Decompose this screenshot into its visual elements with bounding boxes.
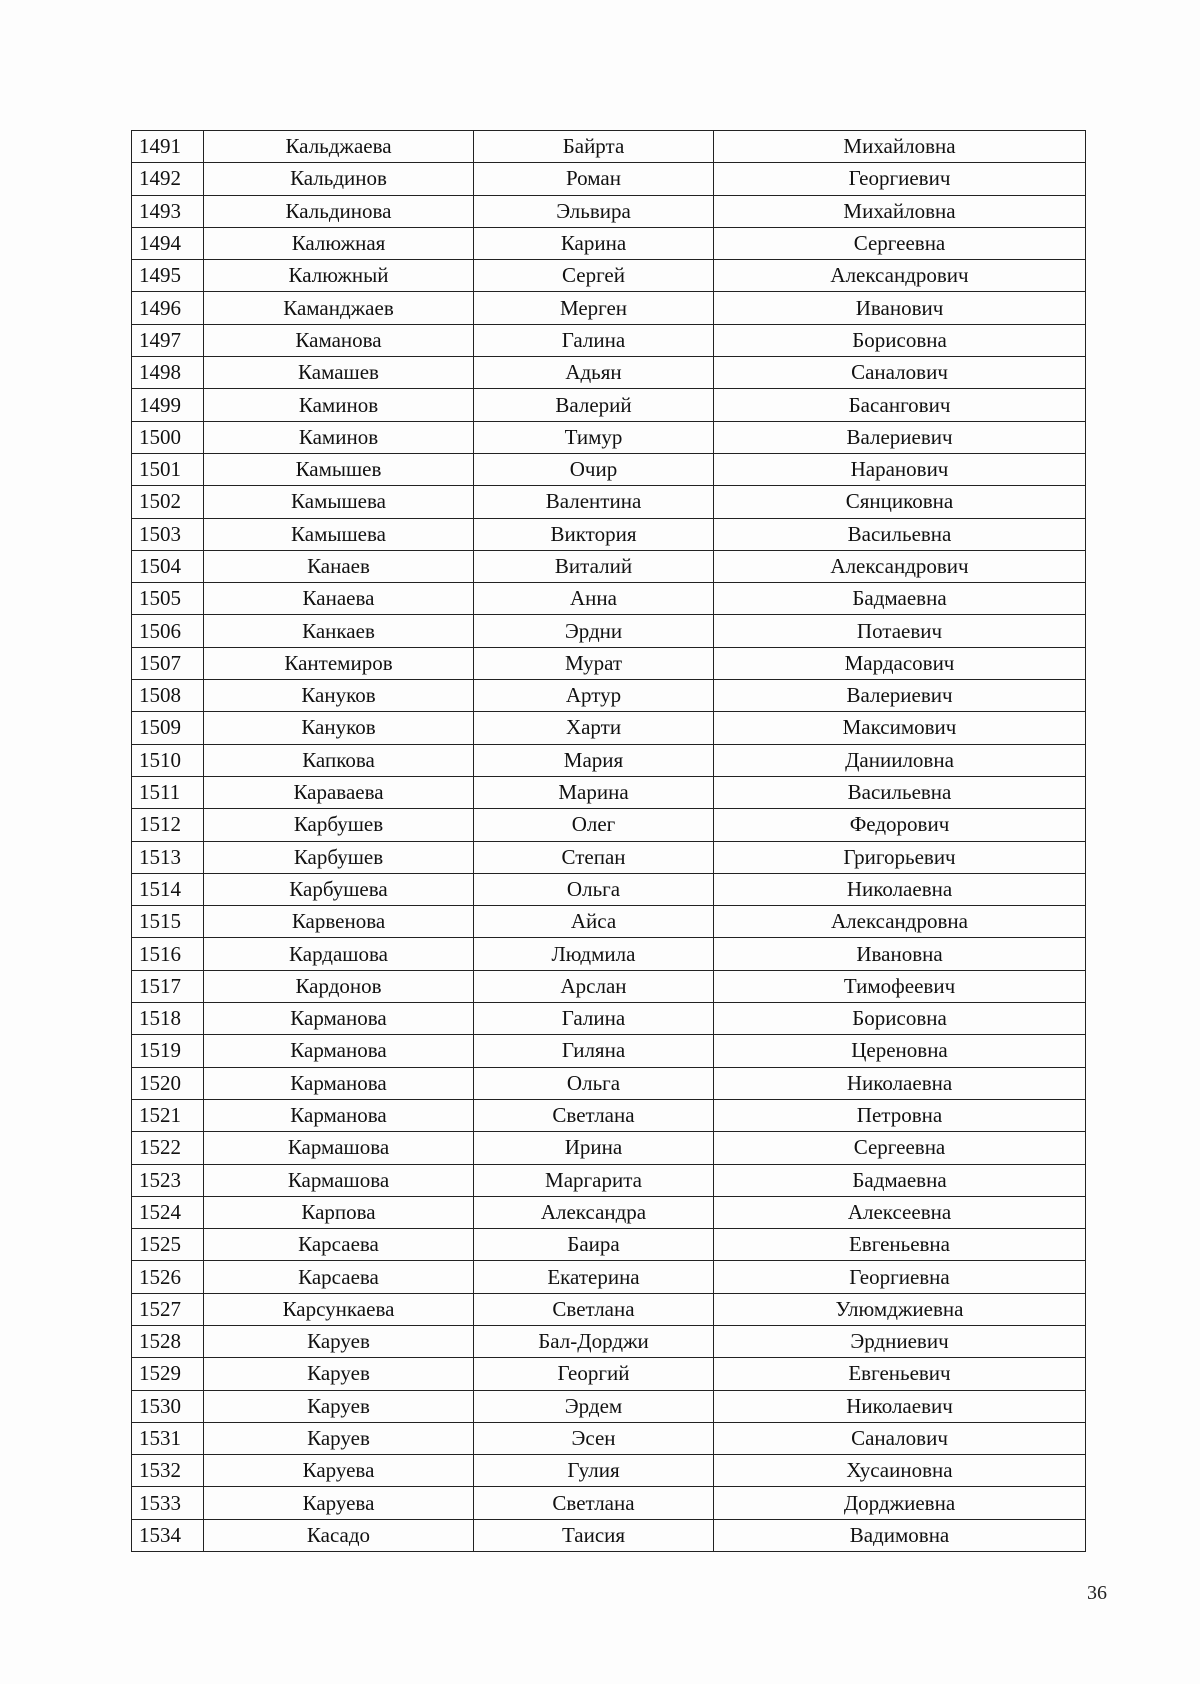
last-name-cell: Кальджаева [204, 131, 474, 163]
table-row [132, 1099, 1086, 1131]
first-name-cell: Эсен [474, 1422, 714, 1454]
first-name-cell: Эрдни [474, 615, 714, 647]
row-number-cell: 1491 [132, 131, 204, 163]
row-number-cell: 1515 [132, 906, 204, 938]
row-number-cell: 1525 [132, 1229, 204, 1261]
first-name-cell: Светлана [474, 1293, 714, 1325]
table-row [132, 260, 1086, 292]
last-name-cell: Камышев [204, 453, 474, 485]
last-name-cell: Кануков [204, 712, 474, 744]
patronymic-cell: Борисовна [714, 324, 1086, 356]
row-number-cell: 1509 [132, 712, 204, 744]
patronymic-cell: Тимофеевич [714, 970, 1086, 1002]
patronymic-cell: Георгиевна [714, 1261, 1086, 1293]
patronymic-cell: Николаевна [714, 1067, 1086, 1099]
last-name-cell: Камышева [204, 486, 474, 518]
last-name-cell: Карбушев [204, 809, 474, 841]
first-name-cell: Мария [474, 744, 714, 776]
first-name-cell: Виталий [474, 550, 714, 582]
row-number-cell: 1496 [132, 292, 204, 324]
row-number-cell: 1508 [132, 680, 204, 712]
first-name-cell: Георгий [474, 1358, 714, 1390]
patronymic-cell: Евгеньевич [714, 1358, 1086, 1390]
last-name-cell: Калюжная [204, 227, 474, 259]
patronymic-cell: Валериевич [714, 421, 1086, 453]
last-name-cell: Кантемиров [204, 647, 474, 679]
table-row [132, 1325, 1086, 1357]
table-row [132, 680, 1086, 712]
table-row [132, 583, 1086, 615]
first-name-cell: Людмила [474, 938, 714, 970]
last-name-cell: Каруев [204, 1422, 474, 1454]
last-name-cell: Касадо [204, 1519, 474, 1551]
first-name-cell: Виктория [474, 518, 714, 550]
patronymic-cell: Евгеньевна [714, 1229, 1086, 1261]
patronymic-cell: Эрдниевич [714, 1325, 1086, 1357]
table-row [132, 1035, 1086, 1067]
table-row [132, 1067, 1086, 1099]
first-name-cell: Роман [474, 163, 714, 195]
table-row [132, 1003, 1086, 1035]
patronymic-cell: Ивановна [714, 938, 1086, 970]
table-row [132, 647, 1086, 679]
row-number-cell: 1495 [132, 260, 204, 292]
table-row [132, 873, 1086, 905]
patronymic-cell: Сергеевна [714, 227, 1086, 259]
row-number-cell: 1526 [132, 1261, 204, 1293]
patronymic-cell: Саналович [714, 357, 1086, 389]
last-name-cell: Карпова [204, 1196, 474, 1228]
patronymic-cell: Михайловна [714, 195, 1086, 227]
patronymic-cell: Максимович [714, 712, 1086, 744]
row-number-cell: 1499 [132, 389, 204, 421]
patronymic-cell: Александровна [714, 906, 1086, 938]
row-number-cell: 1498 [132, 357, 204, 389]
row-number-cell: 1501 [132, 453, 204, 485]
patronymic-cell: Наранович [714, 453, 1086, 485]
patronymic-cell: Басангович [714, 389, 1086, 421]
row-number-cell: 1522 [132, 1132, 204, 1164]
row-number-cell: 1533 [132, 1487, 204, 1519]
last-name-cell: Каруева [204, 1487, 474, 1519]
patronymic-cell: Хусаиновна [714, 1455, 1086, 1487]
last-name-cell: Камышева [204, 518, 474, 550]
first-name-cell: Эрдем [474, 1390, 714, 1422]
first-name-cell: Тимур [474, 421, 714, 453]
row-number-cell: 1518 [132, 1003, 204, 1035]
first-name-cell: Артур [474, 680, 714, 712]
first-name-cell: Валерий [474, 389, 714, 421]
table-row [132, 227, 1086, 259]
patronymic-cell: Валериевич [714, 680, 1086, 712]
row-number-cell: 1529 [132, 1358, 204, 1390]
row-number-cell: 1492 [132, 163, 204, 195]
patronymic-cell: Николаевич [714, 1390, 1086, 1422]
patronymic-cell: Васильевна [714, 776, 1086, 808]
last-name-cell: Карбушева [204, 873, 474, 905]
names-table-body [132, 131, 1086, 1552]
last-name-cell: Кармашова [204, 1132, 474, 1164]
patronymic-cell: Александрович [714, 550, 1086, 582]
first-name-cell: Валентина [474, 486, 714, 518]
patronymic-cell: Иванович [714, 292, 1086, 324]
first-name-cell: Олег [474, 809, 714, 841]
last-name-cell: Капкова [204, 744, 474, 776]
row-number-cell: 1505 [132, 583, 204, 615]
row-number-cell: 1527 [132, 1293, 204, 1325]
first-name-cell: Галина [474, 1003, 714, 1035]
first-name-cell: Карина [474, 227, 714, 259]
table-row [132, 1519, 1086, 1551]
row-number-cell: 1504 [132, 550, 204, 582]
row-number-cell: 1510 [132, 744, 204, 776]
last-name-cell: Кардонов [204, 970, 474, 1002]
row-number-cell: 1520 [132, 1067, 204, 1099]
patronymic-cell: Борисовна [714, 1003, 1086, 1035]
table-row [132, 1455, 1086, 1487]
table-row [132, 712, 1086, 744]
last-name-cell: Каруев [204, 1325, 474, 1357]
patronymic-cell: Алексеевна [714, 1196, 1086, 1228]
last-name-cell: Каминов [204, 389, 474, 421]
patronymic-cell: Георгиевич [714, 163, 1086, 195]
table-row [132, 776, 1086, 808]
last-name-cell: Караваева [204, 776, 474, 808]
first-name-cell: Ирина [474, 1132, 714, 1164]
first-name-cell: Мерген [474, 292, 714, 324]
table-row [132, 486, 1086, 518]
last-name-cell: Канаева [204, 583, 474, 615]
row-number-cell: 1517 [132, 970, 204, 1002]
first-name-cell: Айса [474, 906, 714, 938]
row-number-cell: 1519 [132, 1035, 204, 1067]
row-number-cell: 1494 [132, 227, 204, 259]
patronymic-cell: Бадмаевна [714, 583, 1086, 615]
table-row [132, 1229, 1086, 1261]
first-name-cell: Степан [474, 841, 714, 873]
first-name-cell: Бал-Дорджи [474, 1325, 714, 1357]
patronymic-cell: Сянциковна [714, 486, 1086, 518]
patronymic-cell: Мардасович [714, 647, 1086, 679]
patronymic-cell: Михайловна [714, 131, 1086, 163]
first-name-cell: Анна [474, 583, 714, 615]
table-row [132, 906, 1086, 938]
last-name-cell: Кальдинова [204, 195, 474, 227]
first-name-cell: Ольга [474, 873, 714, 905]
row-number-cell: 1524 [132, 1196, 204, 1228]
row-number-cell: 1497 [132, 324, 204, 356]
last-name-cell: Каруев [204, 1358, 474, 1390]
table-row [132, 389, 1086, 421]
last-name-cell: Канкаев [204, 615, 474, 647]
first-name-cell: Галина [474, 324, 714, 356]
table-row [132, 518, 1086, 550]
first-name-cell: Ольга [474, 1067, 714, 1099]
table-row [132, 1196, 1086, 1228]
patronymic-cell: Потаевич [714, 615, 1086, 647]
row-number-cell: 1516 [132, 938, 204, 970]
row-number-cell: 1511 [132, 776, 204, 808]
row-number-cell: 1502 [132, 486, 204, 518]
patronymic-cell: Цереновна [714, 1035, 1086, 1067]
table-row [132, 1422, 1086, 1454]
patronymic-cell: Саналович [714, 1422, 1086, 1454]
first-name-cell: Эльвира [474, 195, 714, 227]
last-name-cell: Кальдинов [204, 163, 474, 195]
first-name-cell: Сергей [474, 260, 714, 292]
table-row [132, 970, 1086, 1002]
first-name-cell: Марина [474, 776, 714, 808]
first-name-cell: Маргарита [474, 1164, 714, 1196]
row-number-cell: 1507 [132, 647, 204, 679]
patronymic-cell: Николаевна [714, 873, 1086, 905]
last-name-cell: Карсаева [204, 1261, 474, 1293]
first-name-cell: Баира [474, 1229, 714, 1261]
table-row [132, 421, 1086, 453]
row-number-cell: 1532 [132, 1455, 204, 1487]
row-number-cell: 1503 [132, 518, 204, 550]
row-number-cell: 1528 [132, 1325, 204, 1357]
patronymic-cell: Петровна [714, 1099, 1086, 1131]
patronymic-cell: Вадимовна [714, 1519, 1086, 1551]
table-row [132, 292, 1086, 324]
first-name-cell: Александра [474, 1196, 714, 1228]
last-name-cell: Калюжный [204, 260, 474, 292]
last-name-cell: Канаев [204, 550, 474, 582]
table-row [132, 1358, 1086, 1390]
first-name-cell: Таисия [474, 1519, 714, 1551]
table-row [132, 453, 1086, 485]
patronymic-cell: Григорьевич [714, 841, 1086, 873]
first-name-cell: Арслан [474, 970, 714, 1002]
first-name-cell: Очир [474, 453, 714, 485]
row-number-cell: 1531 [132, 1422, 204, 1454]
last-name-cell: Каманова [204, 324, 474, 356]
last-name-cell: Карвенова [204, 906, 474, 938]
table-row [132, 938, 1086, 970]
last-name-cell: Карманова [204, 1003, 474, 1035]
row-number-cell: 1530 [132, 1390, 204, 1422]
last-name-cell: Карманова [204, 1067, 474, 1099]
table-row [132, 809, 1086, 841]
row-number-cell: 1500 [132, 421, 204, 453]
first-name-cell: Екатерина [474, 1261, 714, 1293]
last-name-cell: Кануков [204, 680, 474, 712]
patronymic-cell: Александрович [714, 260, 1086, 292]
last-name-cell: Карсункаева [204, 1293, 474, 1325]
first-name-cell: Харти [474, 712, 714, 744]
last-name-cell: Каруев [204, 1390, 474, 1422]
last-name-cell: Карсаева [204, 1229, 474, 1261]
patronymic-cell: Сергеевна [714, 1132, 1086, 1164]
table-row [132, 163, 1086, 195]
table-row [132, 841, 1086, 873]
row-number-cell: 1534 [132, 1519, 204, 1551]
table-row [132, 744, 1086, 776]
last-name-cell: Кардашова [204, 938, 474, 970]
row-number-cell: 1493 [132, 195, 204, 227]
table-row [132, 615, 1086, 647]
row-number-cell: 1523 [132, 1164, 204, 1196]
table-row [132, 1390, 1086, 1422]
last-name-cell: Карбушев [204, 841, 474, 873]
last-name-cell: Карманова [204, 1035, 474, 1067]
page-number: 36 [1087, 1582, 1107, 1604]
patronymic-cell: Дорджиевна [714, 1487, 1086, 1519]
table-row [132, 1487, 1086, 1519]
table-row [132, 324, 1086, 356]
patronymic-cell: Федорович [714, 809, 1086, 841]
patronymic-cell: Васильевна [714, 518, 1086, 550]
row-number-cell: 1506 [132, 615, 204, 647]
last-name-cell: Каманджаев [204, 292, 474, 324]
row-number-cell: 1514 [132, 873, 204, 905]
last-name-cell: Кармашова [204, 1164, 474, 1196]
last-name-cell: Карманова [204, 1099, 474, 1131]
table-row [132, 1293, 1086, 1325]
first-name-cell: Адьян [474, 357, 714, 389]
first-name-cell: Гулия [474, 1455, 714, 1487]
table-row [132, 1164, 1086, 1196]
patronymic-cell: Улюмджиевна [714, 1293, 1086, 1325]
table-row [132, 550, 1086, 582]
table-row [132, 357, 1086, 389]
last-name-cell: Каминов [204, 421, 474, 453]
row-number-cell: 1512 [132, 809, 204, 841]
names-table [131, 130, 1086, 1552]
table-row [132, 131, 1086, 163]
table-row [132, 1261, 1086, 1293]
last-name-cell: Камашев [204, 357, 474, 389]
first-name-cell: Гиляна [474, 1035, 714, 1067]
row-number-cell: 1521 [132, 1099, 204, 1131]
first-name-cell: Светлана [474, 1099, 714, 1131]
table-row [132, 1132, 1086, 1164]
table-row [132, 195, 1086, 227]
first-name-cell: Байрта [474, 131, 714, 163]
first-name-cell: Светлана [474, 1487, 714, 1519]
first-name-cell: Мурат [474, 647, 714, 679]
last-name-cell: Каруева [204, 1455, 474, 1487]
patronymic-cell: Данииловна [714, 744, 1086, 776]
patronymic-cell: Бадмаевна [714, 1164, 1086, 1196]
row-number-cell: 1513 [132, 841, 204, 873]
